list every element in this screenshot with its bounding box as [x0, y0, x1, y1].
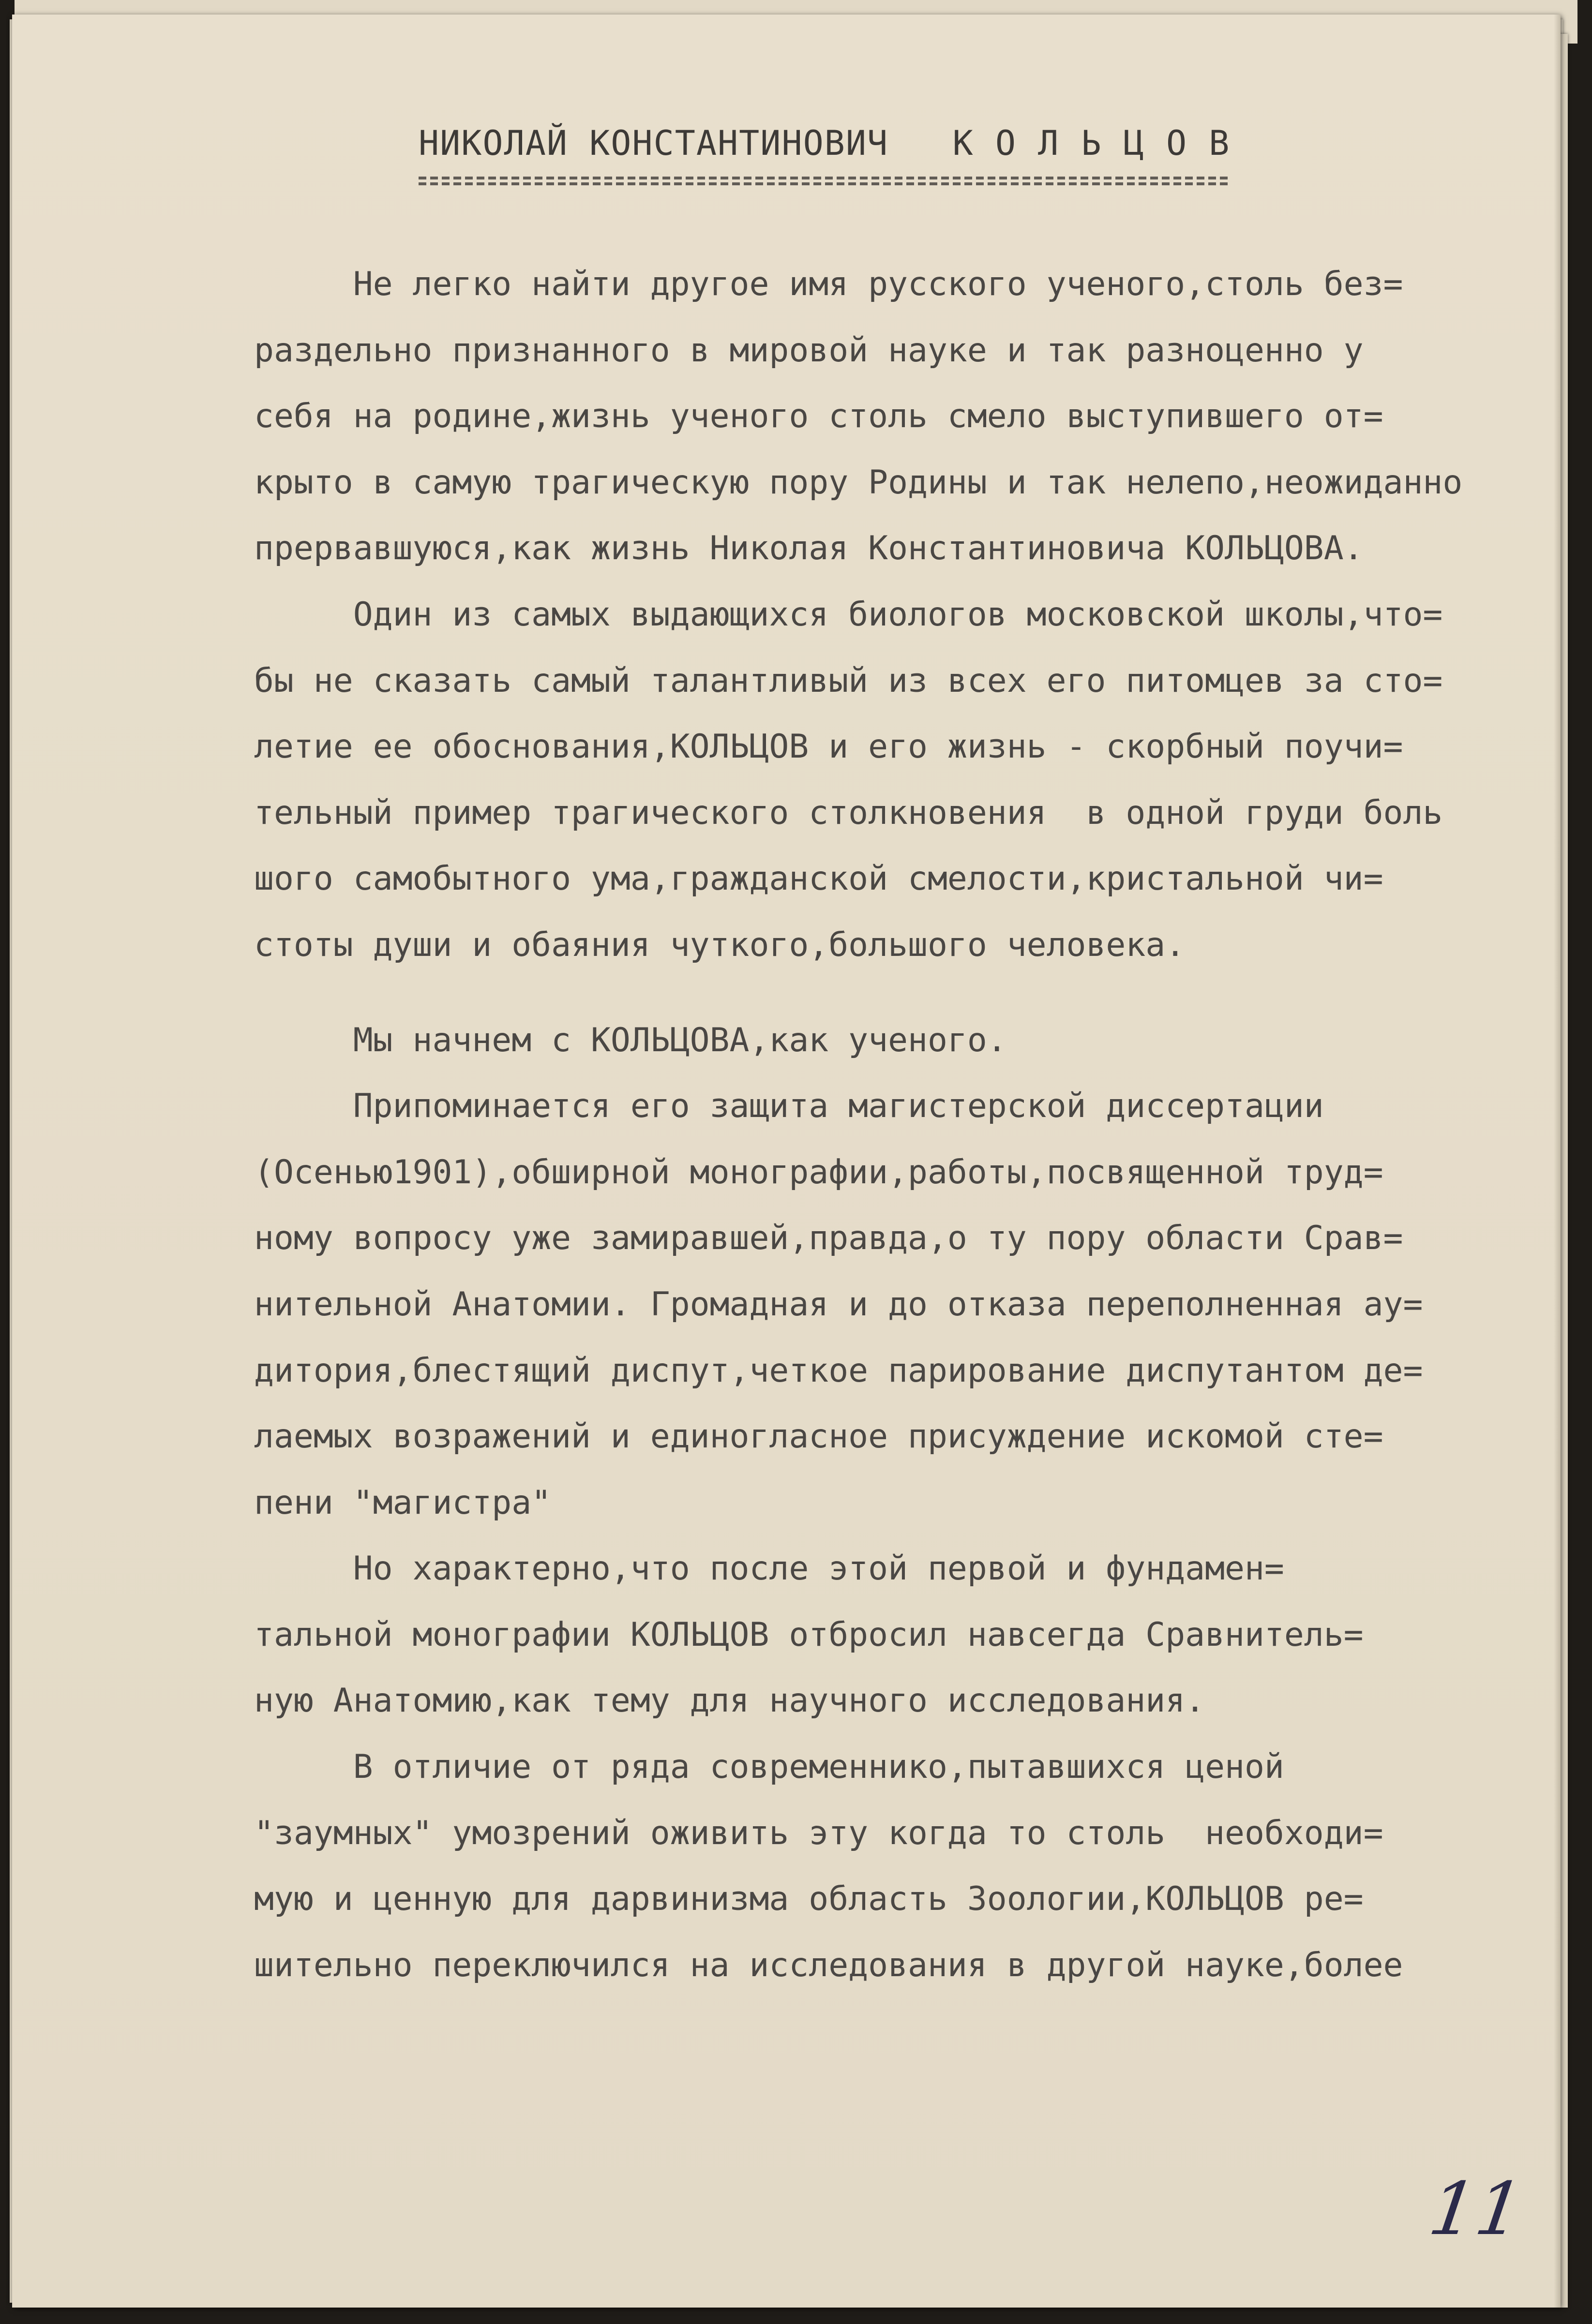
text-line: дитория,блестящий диспут,четкое парирование диспутантом де= — [254, 1351, 1423, 1390]
text-line: себя на родине,жизнь ученого столь смело выступившего от= — [254, 397, 1383, 436]
text-line: ную Анатомию,как тему для научного исследования. — [254, 1682, 1205, 1720]
text-line: Припоминается его защита магистерской диссертации — [254, 1087, 1324, 1126]
text-line: шого самобытного ума,гражданской смелости,кристальной чи= — [254, 860, 1383, 898]
text-line: тальной монографии КОЛЬЦОВ отбросил навсегда Сравнитель= — [254, 1615, 1364, 1654]
text-line: крыто в самую трагическую пору Родины и так нелепо,неожиданно — [254, 463, 1463, 502]
text-line: стоты души и обаяния чуткого,большого человека. — [254, 925, 1186, 964]
text-line: лаемых возражений и единогласное присуждение искомой сте= — [254, 1417, 1383, 1456]
text-line: раздельно признанного в мировой науке и так разноценно у — [254, 331, 1364, 370]
text-line: "заумных" умозрений оживить эту когда то столь необходи= — [254, 1814, 1383, 1852]
page-title: НИКОЛАЙ КОНСТАНТИНОВИЧ К О Л Ь Ц О В — [419, 123, 1231, 163]
text-line: В отличие от ряда современнико,пытавшихся ценой — [254, 1748, 1284, 1787]
text-line: Один из самых выдающихся биологов московской школы,что= — [254, 595, 1443, 634]
body-text — [254, 252, 1561, 1998]
text-line: (Осенью1901),обширной монографии,работы,посвященной труд= — [254, 1153, 1383, 1192]
paragraph-gap — [254, 979, 1561, 1008]
text-line: ному вопросу уже замиравшей,правда,о ту пору области Срав= — [254, 1219, 1403, 1258]
text-line: шительно переключился на исследования в другой науке,более — [254, 1946, 1403, 1984]
text-line: мую и ценную для дарвинизма область Зоологии,КОЛЬЦОВ ре= — [254, 1880, 1364, 1919]
text-line: Не легко найти другое имя русского ученого,столь без= — [254, 265, 1403, 303]
typewritten-page — [12, 15, 1561, 2308]
text-line: тельный пример трагического столкновения в одной груди боль — [254, 793, 1443, 832]
text-line: Мы начнем с КОЛЬЦОВА,как ученого. — [254, 1021, 1007, 1059]
text-line: Но характерно,что после этой первой и фундамен= — [254, 1549, 1284, 1588]
text-line: нительной Анатомии. Громадная и до отказа переполненная ау= — [254, 1285, 1423, 1324]
text-line: пени "магистра" — [254, 1483, 552, 1522]
text-line: бы не сказать самый талантливый из всех его питомцев за сто= — [254, 661, 1443, 700]
handwritten-page-number: 11 — [1424, 2167, 1529, 2251]
text-line: прервавшуюся,как жизнь Николая Константиновича КОЛЬЦОВА. — [254, 529, 1364, 568]
text-line: летие ее обоснования,КОЛЬЦОВ и его жизнь - скорбный поучи= — [254, 728, 1403, 766]
title-underline — [419, 177, 1232, 188]
